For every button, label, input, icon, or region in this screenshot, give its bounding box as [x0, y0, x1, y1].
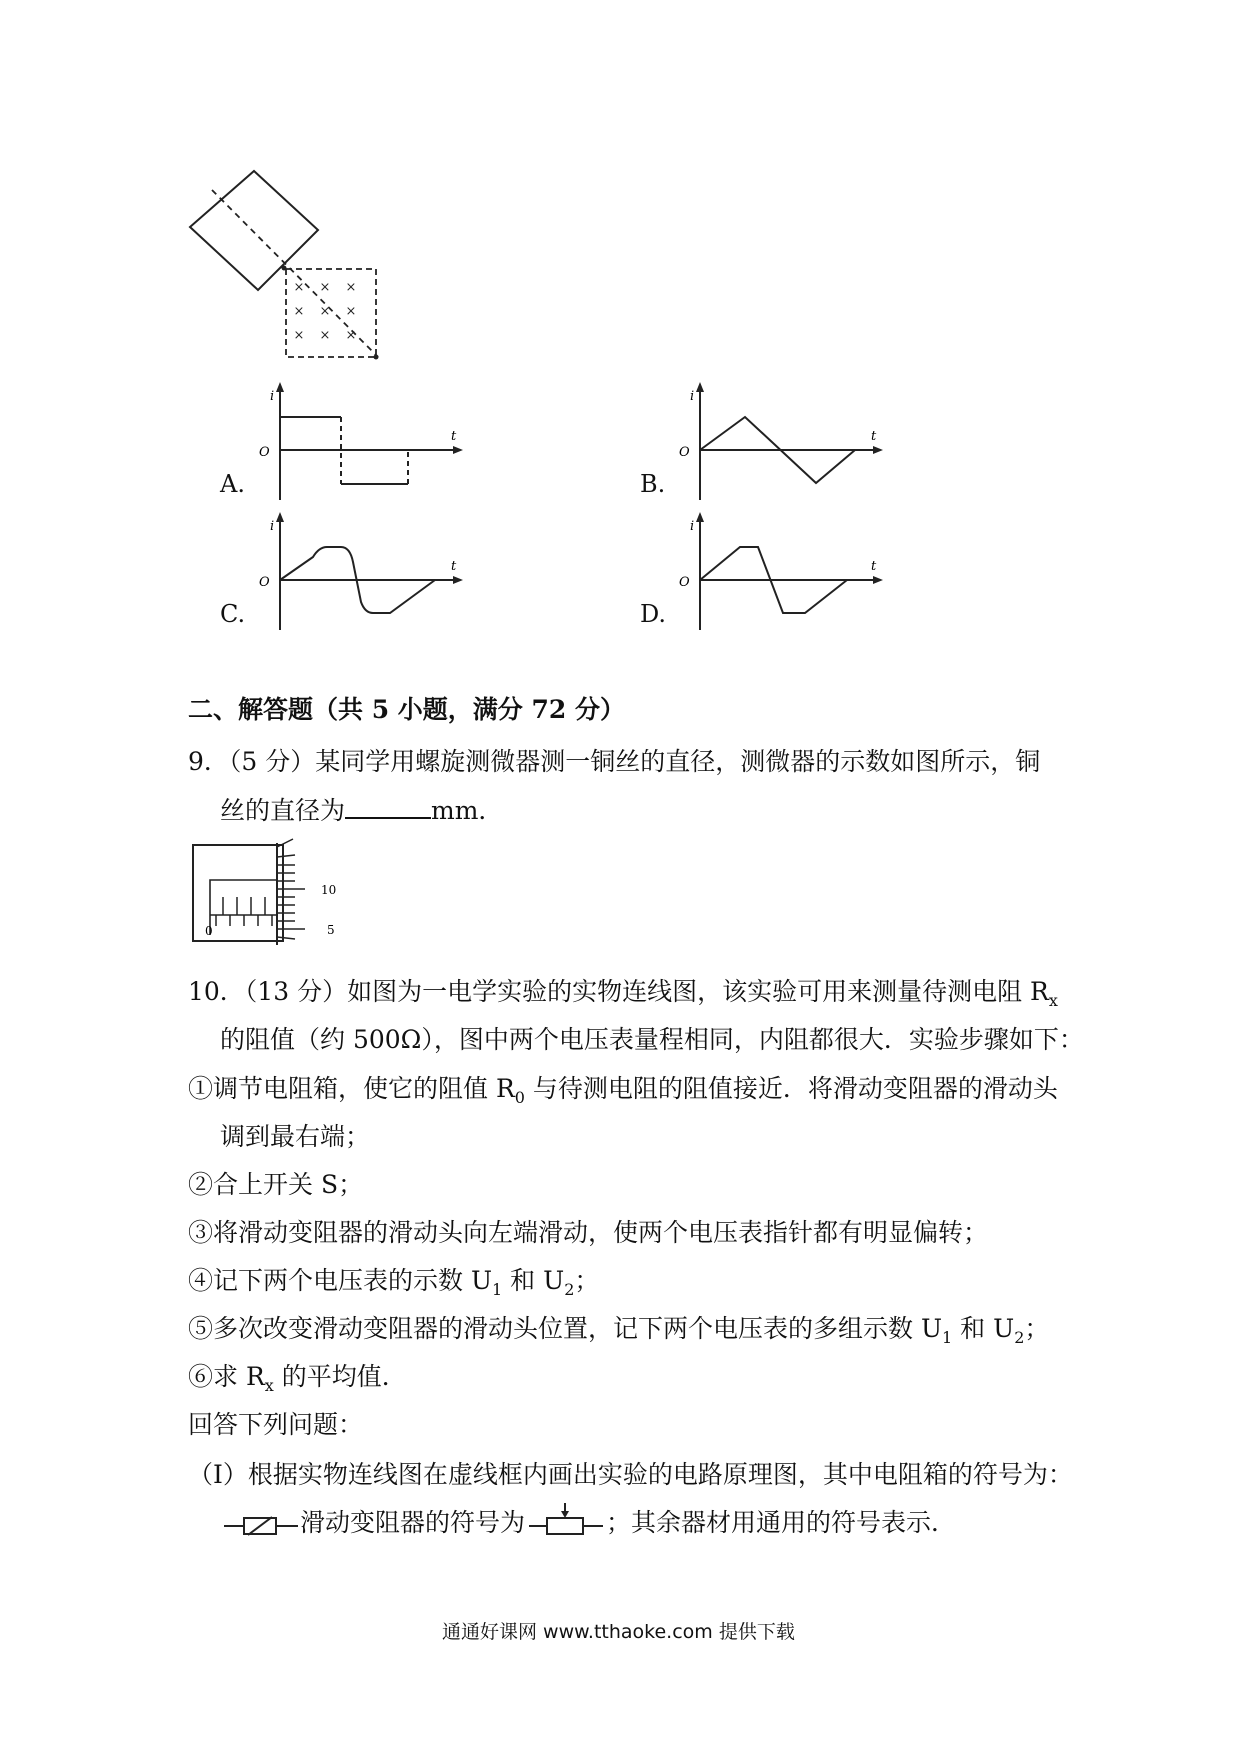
- axis-t-label: t: [871, 429, 877, 444]
- subscript: 0: [514, 1088, 525, 1107]
- field-cross: ×: [345, 280, 357, 295]
- field-cross: ×: [345, 304, 357, 319]
- field-cross: ×: [293, 304, 305, 319]
- step-4-pre: ④记下两个电压表的示数 U: [188, 1266, 493, 1295]
- axis-i-label: i: [690, 519, 695, 534]
- option-d-label: D.: [640, 600, 667, 628]
- field-crosses: [294, 280, 357, 343]
- axis-i-label: i: [690, 389, 695, 404]
- field-cross: ×: [293, 280, 305, 295]
- subscript: 2: [564, 1280, 575, 1299]
- q10-line2: 的阻值（约 500Ω），图中两个电压表量程相同，内阻都很大．实验步骤如下：: [220, 1025, 1084, 1054]
- subscript: 1: [942, 1328, 953, 1347]
- step-1: [188, 1072, 1058, 1115]
- q10-line1-text: 10．（13 分）如图为一电学实验的实物连线图，该实验可用来测量待测电阻 R: [188, 977, 1049, 1006]
- step-5: [188, 1312, 1049, 1355]
- q10-line1: [188, 975, 1058, 1018]
- step-1-pre: ①调节电阻箱，使它的阻值 R: [188, 1074, 515, 1103]
- step-1-post: 与待测电阻的阻值接近．将滑动变阻器的滑动头: [524, 1074, 1058, 1103]
- option-c-graph: [255, 510, 475, 630]
- section-title: 二、解答题（共 5 小题，满分 72 分）: [188, 695, 626, 724]
- q9-line1: 9．（5 分）某同学用螺旋测微器测一铜丝的直径，测微器的示数如图所示，铜: [188, 747, 1041, 776]
- field-cross: ×: [293, 328, 305, 343]
- q9-line2: [220, 793, 503, 828]
- option-c-label: C.: [220, 600, 246, 628]
- step-5-pre: ⑤多次改变滑动变阻器的滑动头位置，记下两个电压表的多组示数 U: [188, 1314, 943, 1343]
- step-4-mid: 和 U: [502, 1266, 565, 1295]
- square-coil: [190, 171, 318, 290]
- field-cross: ×: [319, 304, 331, 319]
- option-b-graph: [675, 380, 895, 500]
- corner-point: [374, 355, 379, 360]
- subscript: x: [1048, 991, 1058, 1010]
- option-b-label: B.: [640, 470, 666, 498]
- corner-point: [282, 266, 287, 271]
- step-5-post: ；: [1024, 1314, 1050, 1343]
- answer-intro: 回答下列问题：: [188, 1410, 364, 1439]
- step-3: ③将滑动变阻器的滑动头向左端滑动，使两个电压表指针都有明显偏转；: [188, 1218, 989, 1247]
- subscript: 1: [492, 1280, 503, 1299]
- thimble-label-5: 5: [327, 923, 335, 937]
- option-a-label: A.: [220, 470, 245, 498]
- micrometer-figure: [185, 835, 355, 950]
- axis-t-label: t: [871, 559, 877, 574]
- step-6-post: 的平均值．: [273, 1362, 407, 1391]
- origin-label: O: [679, 575, 690, 590]
- option-d-graph: [675, 510, 895, 630]
- part1-line1: （I）根据实物连线图在虚线框内画出实验的电路原理图，其中电阻箱的符号为：: [188, 1460, 1073, 1489]
- step-1-cont: 调到最右端；: [220, 1122, 371, 1151]
- field-cross: ×: [319, 328, 331, 343]
- step-6: [188, 1360, 407, 1403]
- sleeve-zero-label: 0: [205, 924, 213, 938]
- origin-label: O: [259, 445, 270, 460]
- subscript: x: [264, 1376, 274, 1395]
- subscript: 2: [1014, 1328, 1025, 1347]
- part1-line2-mid: 滑动变阻器的符号为: [300, 1508, 526, 1537]
- thimble-label-10: 10: [321, 883, 337, 897]
- axis-t-label: t: [451, 559, 457, 574]
- q9-line2-after: mm．: [431, 796, 504, 825]
- coil-field-figure: [180, 160, 400, 370]
- axis-t-label: t: [451, 429, 457, 444]
- step-6-pre: ⑥求 R: [188, 1362, 265, 1391]
- axis-i-label: i: [270, 389, 275, 404]
- footer: 通通好课网 www.tthaoke.com 提供下载: [442, 1621, 795, 1643]
- origin-label: O: [679, 445, 690, 460]
- resistance-box-symbol: [222, 1511, 302, 1541]
- field-cross: ×: [345, 328, 357, 343]
- answer-blank[interactable]: [345, 793, 431, 819]
- step-4: [188, 1264, 599, 1307]
- q9-line2-before: 丝的直径为: [220, 796, 346, 825]
- axis-i-label: i: [270, 519, 275, 534]
- rheostat-symbol: [527, 1499, 607, 1541]
- part1-line2-end: ；其余器材用通用的符号表示．: [606, 1508, 957, 1537]
- step-2: ②合上开关 S；: [188, 1170, 364, 1199]
- field-cross: ×: [319, 280, 331, 295]
- step-5-mid: 和 U: [952, 1314, 1015, 1343]
- step-4-post: ；: [574, 1266, 600, 1295]
- option-a-graph: [255, 380, 475, 500]
- origin-label: O: [259, 575, 270, 590]
